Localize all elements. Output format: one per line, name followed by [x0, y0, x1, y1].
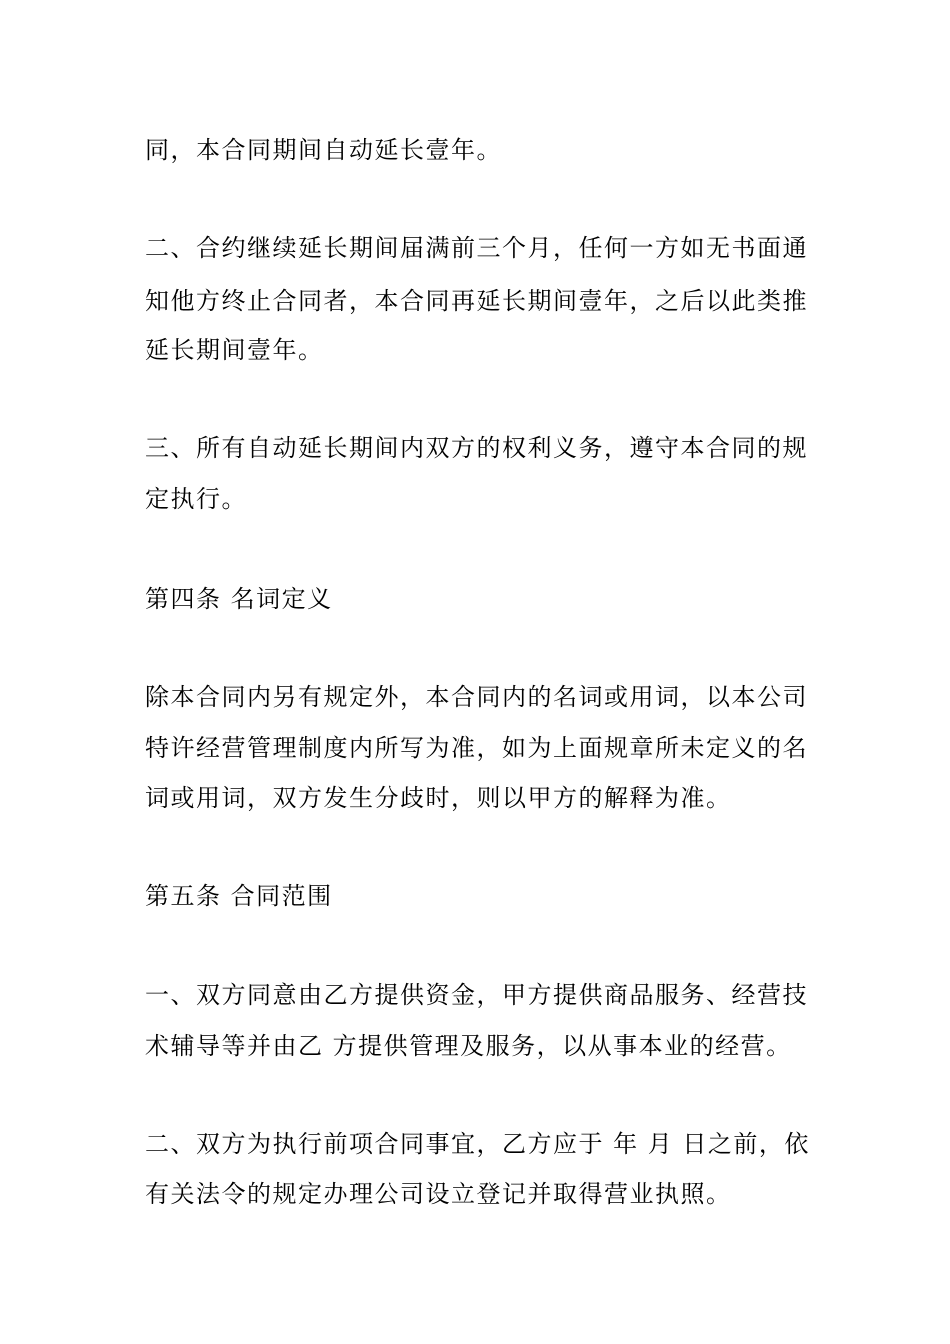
section-heading: 第五条 合同范围	[145, 882, 333, 910]
text-line: 词或用词，双方发生分歧时，则以甲方的解释为准。	[145, 784, 732, 812]
text-line: 三、所有自动延长期间内双方的权利义务，遵守本合同的规	[145, 434, 808, 462]
section-heading: 第四条 名词定义	[145, 585, 333, 613]
text-line: 定执行。	[145, 485, 247, 513]
text-line: 二、合约继续延长期间届满前三个月，任何一方如无书面通	[145, 234, 808, 262]
text-line: 同，本合同期间自动延长壹年。	[145, 136, 502, 164]
text-line: 术辅导等并由乙 方提供管理及服务，以从事本业的经营。	[145, 1032, 792, 1060]
text-line: 延长期间壹年。	[145, 336, 324, 364]
text-line: 一、双方同意由乙方提供资金，甲方提供商品服务、经营技	[145, 981, 808, 1009]
text-line: 特许经营管理制度内所写为准，如为上面规章所未定义的名	[145, 734, 808, 762]
text-line: 二、双方为执行前项合同事宜，乙方应于 年 月 日之前，依	[145, 1130, 810, 1158]
text-line: 知他方终止合同者，本合同再延长期间壹年，之后以此类推	[145, 287, 808, 315]
text-line: 有关法令的规定办理公司设立登记并取得营业执照。	[145, 1180, 732, 1208]
text-line: 除本合同内另有规定外，本合同内的名词或用词，以本公司	[145, 683, 808, 711]
